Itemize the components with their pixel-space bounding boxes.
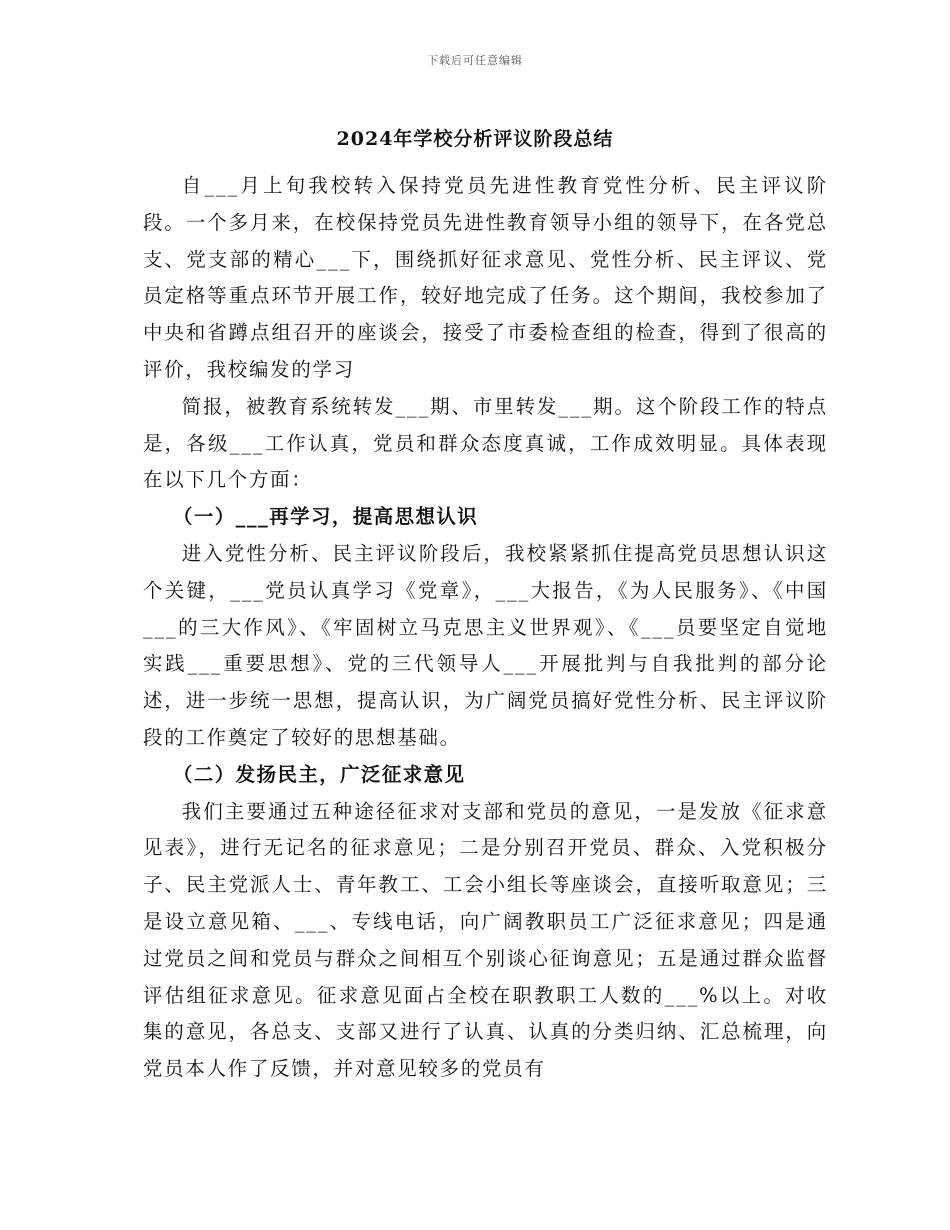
document-body [143, 168, 828, 1088]
paragraph-intro: 自___月上旬我校转入保持党员先进性教育党性分析、民主评议阶段。一个多月来，在校保持党员先进性教育领导小组的领导下，在各党总支、党支部的精心___下，围绕抓好征求意见、党性分析、民主评议、党员定格等重点环节开展工作，较好地完成了任务。这个期间，我校参加了中央和省蹲点组召开的座谈会，接受了市委检查组的检查，得到了很高的评价，我校编发的学习 [143, 174, 828, 381]
paragraph-democracy: 我们主要通过五种途径征求对支部和党员的意见，一是发放《征求意见表》，进行无记名的征求意见；二是分别召开党员、群众、入党积极分子、民主党派人士、青年教工、工会小组长等座谈会，直接听取意见；三是设立意见箱、___、专线电话，向广阔教职员工广泛征求意见；四是通过党员之间和党员与群众之间相互个别谈心征询意见；五是通过群众监督评估组征求意见。征求意见面占全校在职教职工人数的___%以上。对收集的意见，各总支、支部又进行了认真、认真的分类归纳、汇总梳理，向党员本人作了反馈，并对意见较多的党员有 [143, 799, 828, 1081]
paragraph-bulletin: 简报，被教育系统转发___期、市里转发___期。这个阶段工作的特点是，各级___工作认真，党员和群众态度真诚，工作成效明显。具体表现在以下几个方面： [143, 394, 828, 492]
paragraph-study: 进入党性分析、民主评议阶段后，我校紧紧抓住提高党员思想认识这个关键，___党员认真学习《党章》，___大报告，《为人民服务》、《中国___的三大作风》、《牢固树立马克思主义世界观》、《___员要坚定自觉地实践___重要思想》、党的三代领导人___开展批判与自我批判的部分论述，进一步统一思想，提高认识，为广阔党员搞好党性分析、民主评议阶段的工作奠定了较好的思想基础。 [143, 541, 828, 749]
document-title: 2024年学校分析评议阶段总结 [336, 128, 614, 150]
page-header-note: 下载后可任意编辑 [427, 54, 523, 67]
section-heading-study: （一）___再学习，提高思想认识 [173, 505, 479, 529]
section-heading-democracy: （二）发扬民主，广泛征求意见 [173, 762, 466, 786]
